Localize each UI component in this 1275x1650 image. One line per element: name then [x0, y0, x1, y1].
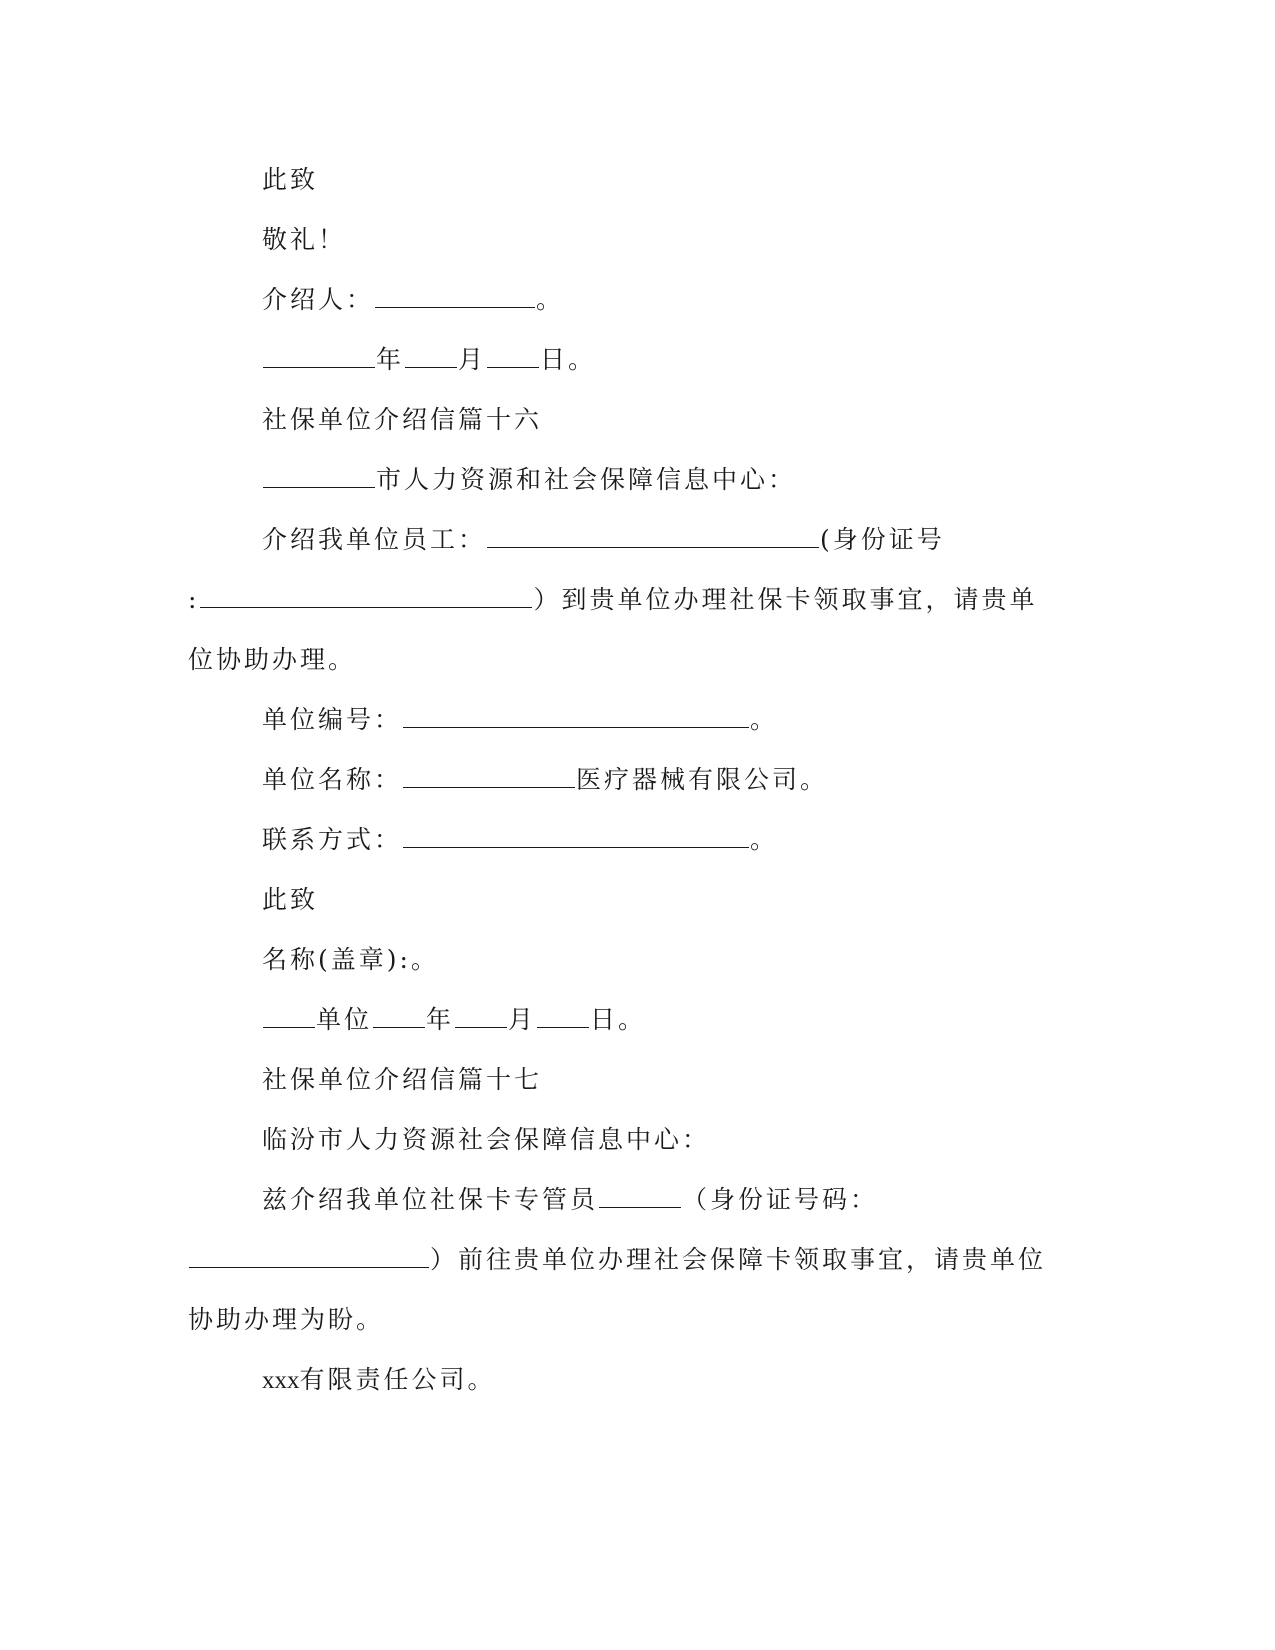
month-blank [405, 345, 457, 368]
unit-number-line: 单位编号： 。 [262, 705, 779, 734]
day-blank [487, 345, 539, 368]
section-heading-17: 社保单位介绍信篇十七 [262, 1065, 543, 1094]
regards: 敬礼！ [262, 225, 347, 254]
recipient-line-2: 临汾市人力资源社会保障信息中心： [262, 1125, 711, 1154]
year-blank [263, 345, 375, 368]
id-number-blank [200, 585, 532, 608]
introducer-line: 介绍人： 。 [262, 285, 565, 314]
unit-name-blank [403, 765, 575, 788]
company-line: xxx有限责任公司。 [262, 1365, 496, 1394]
section-heading-16: 社保单位介绍信篇十六 [262, 405, 543, 434]
city-blank [263, 465, 375, 488]
introducer-blank [375, 285, 535, 308]
day-blank-2 [537, 1005, 589, 1028]
employee-intro-line: 介绍我单位员工： (身份证号 [262, 525, 945, 554]
unit-blank [263, 1005, 315, 1028]
date-line: 年 月 日。 [262, 344, 596, 376]
closing-salutation: 此致 [262, 165, 319, 194]
id-number-line: : ）到贵单位办理社保卡领取事宜，请贵单 [188, 585, 1038, 614]
employee-blank [487, 525, 819, 548]
month-blank-2 [455, 1005, 507, 1028]
card-manager-line: 兹介绍我单位社保卡专管员 （身份证号码： [262, 1185, 879, 1214]
manager-blank [599, 1185, 681, 1208]
unit-number-blank [403, 705, 749, 728]
id-number-blank-2 [189, 1245, 429, 1268]
contact-line: 联系方式： 。 [262, 825, 779, 854]
unit-date-line: 单位 年 月 日。 [262, 1004, 646, 1036]
closing-salutation-2: 此致 [262, 885, 319, 914]
card-purpose-line: ）前往贵单位办理社会保障卡领取事宜，请贵单位 [188, 1244, 1046, 1276]
year-blank-2 [373, 1005, 425, 1028]
unit-name-line: 单位名称： 医疗器械有限公司。 [262, 765, 829, 794]
recipient-line: 市人力资源和社会保障信息中心： [262, 464, 796, 496]
assist-line-2: 协助办理为盼。 [188, 1305, 385, 1334]
seal-line: 名称(盖章):。 [262, 945, 439, 974]
contact-blank [403, 825, 749, 848]
assist-line: 位协助办理。 [188, 645, 357, 674]
